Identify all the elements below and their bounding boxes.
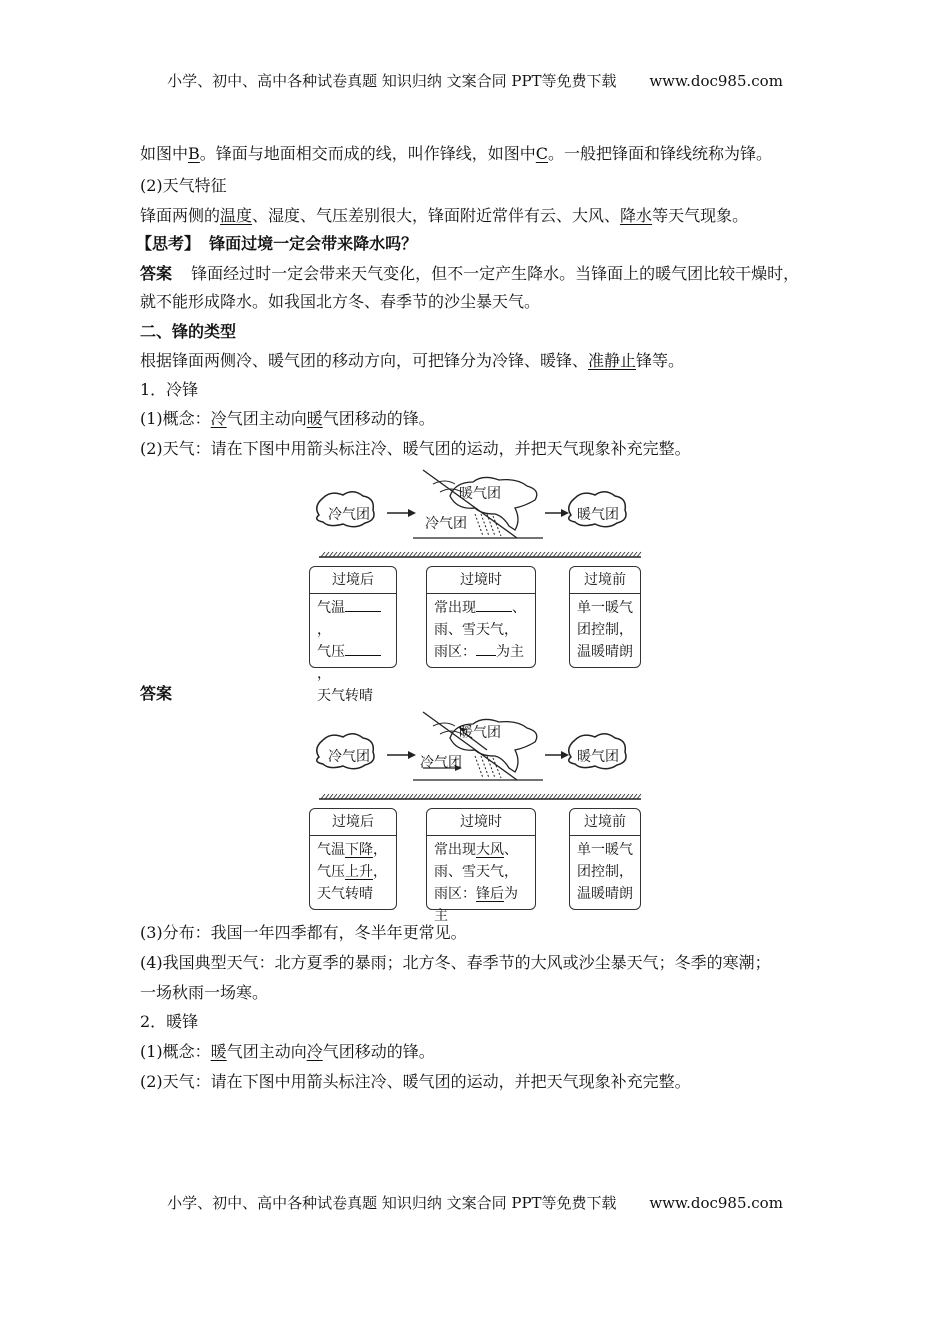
box-after-title: 过境后 [310, 809, 396, 836]
text: 气温 [317, 600, 345, 616]
cold-air-mass-label: 冷气团 [328, 507, 370, 523]
footer-text: 小学、初中、高中各种试卷真题 知识归纳 文案合同 PPT等免费下载 [167, 1194, 617, 1212]
text: 。锋面与地面相交而成的线，叫作锋线，如图中 [199, 144, 536, 163]
warm-air-mass-upper-label: 暖气团 [459, 486, 501, 502]
text: 气团移动的锋。 [322, 409, 435, 428]
answer-underline: 准静止 [588, 351, 637, 370]
text: (1)概念： [140, 1042, 211, 1061]
text: 天气转晴 [317, 688, 373, 704]
text: 雨区： [434, 644, 476, 660]
section-title: 二、锋的类型 [140, 322, 237, 341]
text: 气压 [317, 644, 345, 660]
warm-air-mass-upper-label: 暖气团 [459, 725, 501, 741]
box-during [426, 566, 536, 668]
box-after-content [310, 594, 396, 710]
box-before [569, 566, 641, 668]
answer-underline: 上升 [345, 864, 373, 880]
heading-weather-features: (2)天气特征 [140, 176, 227, 195]
text: 雨、雪天气， [434, 864, 518, 880]
box-after-title: 过境后 [310, 567, 396, 594]
box-before-content [570, 594, 640, 666]
text: 温暖晴朗 [577, 886, 633, 902]
page-header [0, 70, 950, 91]
text: 气团移动的锋。 [322, 1042, 435, 1061]
text: 气团主动向 [226, 409, 307, 428]
cold-front-title: 1．冷锋 [140, 380, 199, 399]
answer-underline: 大风 [476, 842, 504, 858]
text: 根据锋面两侧冷、暖气团的移动方向，可把锋分为冷锋、暖锋、 [140, 351, 589, 370]
para-front-line [140, 143, 772, 165]
cold-front-answer-diagram [305, 710, 650, 924]
text: 温暖晴朗 [577, 644, 633, 660]
answer-text: 锋面经过时一定会带来天气变化，但不一定产生降水。当锋面上的暖气团比较干燥时， [191, 264, 800, 283]
blank [476, 641, 496, 656]
text: 、湿度、气压差别很大，锋面附近常伴有云、大风、 [252, 206, 621, 225]
box-before-title: 过境前 [570, 809, 640, 836]
header-site: www.doc985.com [649, 72, 783, 90]
cold-air-mass-label: 冷气团 [328, 749, 370, 765]
text: 、 [504, 842, 518, 858]
warm-air-mass-label: 暖气团 [577, 749, 619, 765]
text: 如图中 [140, 144, 189, 163]
answer-underline: 下降 [345, 842, 373, 858]
cold-front-typical-1: (4)我国典型天气：北方夏季的暴雨；北方冬、春季节的大风或沙尘暴天气；冬季的寒潮； [140, 953, 771, 972]
cold-front-distribution: (3)分布：我国一年四季都有，冬半年更常见。 [140, 923, 467, 942]
text: 常出现 [434, 842, 476, 858]
cold-front-typical-2: 一场秋雨一场寒。 [140, 983, 269, 1002]
answer-underline: 降水 [620, 206, 653, 225]
text: 锋等。 [636, 351, 685, 370]
answer-para-2: 就不能形成降水。如我国北方冬、春季节的沙尘暴天气。 [140, 292, 541, 311]
text: 为主 [496, 644, 524, 660]
answer-box-before [569, 808, 641, 910]
text: ， [317, 666, 331, 682]
box-before-content [570, 836, 640, 908]
text: 单一暖气 [577, 600, 633, 616]
answer-underline: 锋后 [476, 886, 504, 902]
text: ， [373, 864, 387, 880]
text: 常出现 [434, 600, 476, 616]
box-before-title: 过境前 [570, 567, 640, 594]
blank [345, 641, 381, 656]
text: 天气转晴 [317, 886, 373, 902]
text: 气压 [317, 864, 345, 880]
think-label: 【思考】 [136, 234, 201, 253]
box-after-content [310, 836, 396, 908]
header-text: 小学、初中、高中各种试卷真题 知识归纳 文案合同 PPT等免费下载 [167, 72, 617, 90]
text: 等天气现象。 [652, 206, 749, 225]
box-during-content [427, 836, 535, 930]
think-question [136, 233, 417, 255]
page-footer [0, 1192, 950, 1213]
box-during-title: 过境时 [427, 567, 535, 594]
warm-air-mass-label: 暖气团 [577, 507, 619, 523]
cold-front-concept [140, 408, 435, 430]
box-during-title: 过境时 [427, 809, 535, 836]
text: 团控制， [577, 622, 633, 638]
answer-underline: 暖 [210, 1042, 227, 1061]
cold-front-weather-task: (2)天气：请在下图中用箭头标注冷、暖气团的运动，并把天气现象补充完整。 [140, 439, 691, 458]
text: 为主 [434, 886, 518, 924]
box-after [309, 566, 397, 704]
text: 、 [512, 600, 526, 616]
warm-front-weather-task: (2)天气：请在下图中用箭头标注冷、暖气团的运动，并把天气现象补充完整。 [140, 1072, 691, 1091]
text: 雨、雪天气， [434, 622, 518, 638]
answer-underline: 暖 [306, 409, 323, 428]
warm-front-concept [140, 1041, 435, 1063]
text: (1)概念： [140, 409, 211, 428]
answer-label-2: 答案 [140, 684, 173, 703]
text: 气团主动向 [226, 1042, 307, 1061]
warm-front-title: 2．暖锋 [140, 1012, 199, 1031]
answer-underline: C [535, 144, 549, 163]
box-during-content [427, 594, 535, 666]
answer-underline: B [188, 144, 200, 163]
answer-box-during [426, 808, 536, 924]
para-weather-features [140, 205, 748, 227]
section-intro [140, 350, 684, 372]
think-question-text: 锋面过境一定会带来降水吗？ [209, 234, 418, 253]
text: ， [373, 842, 387, 858]
text: 雨区： [434, 886, 476, 902]
answer-underline: 冷 [306, 1042, 323, 1061]
answer-para-1 [140, 263, 799, 285]
answer-underline: 温度 [220, 206, 253, 225]
text: 锋面两侧的 [140, 206, 221, 225]
cold-front-diagram [305, 468, 650, 704]
text: 团控制， [577, 864, 633, 880]
answer-underline: 冷 [210, 409, 227, 428]
blank [476, 597, 512, 612]
text: 。一般把锋面和锋线统称为锋。 [548, 144, 773, 163]
answer-label: 答案 [140, 264, 173, 283]
footer-site: www.doc985.com [649, 1194, 783, 1212]
cold-air-mass-wedge-label: 冷气团 [420, 755, 462, 771]
text: 气温 [317, 842, 345, 858]
text: ， [317, 622, 331, 638]
blank [345, 597, 381, 612]
text: 单一暖气 [577, 842, 633, 858]
cold-air-mass-wedge-label: 冷气团 [425, 516, 467, 532]
answer-box-after [309, 808, 397, 910]
